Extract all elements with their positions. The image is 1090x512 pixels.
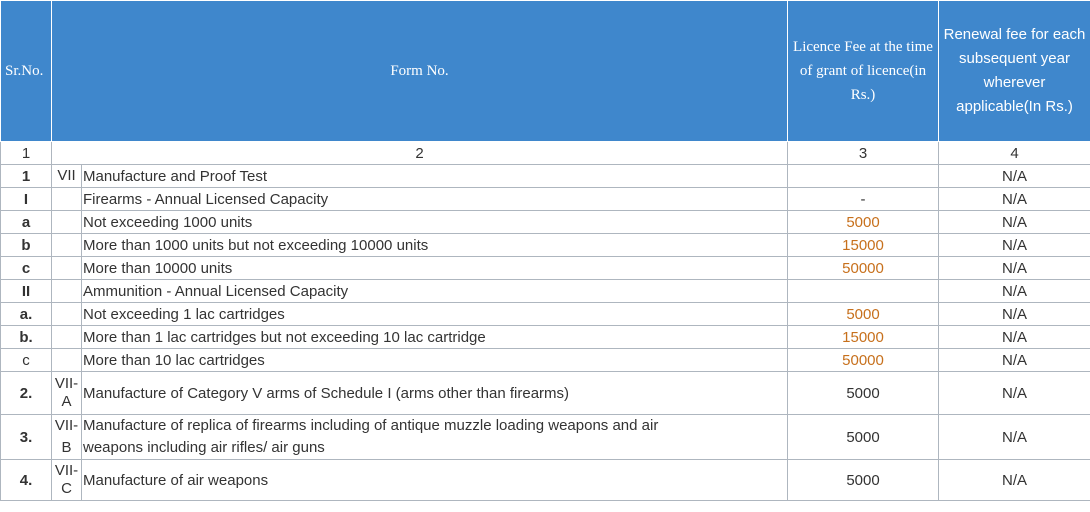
row-description	[82, 415, 788, 460]
row-form-no-line2: A	[61, 393, 72, 410]
header-form-no: Form No.	[52, 1, 788, 142]
row-description: Manufacture of air weapons	[82, 460, 788, 501]
row-form-no-line2: C	[61, 480, 72, 497]
row-form-no	[52, 211, 82, 234]
header-sr-no: Sr.No.	[1, 1, 52, 142]
row-licence-fee: 5000	[788, 415, 939, 460]
row-licence-fee: 5000	[788, 372, 939, 415]
table-row	[1, 326, 1090, 349]
row-licence-fee: 50000	[788, 349, 939, 372]
table-row	[1, 211, 1090, 234]
row-sr-no: b.	[1, 326, 52, 349]
header-renewal-fee: Renewal fee for each subsequent year wherever applicable(In Rs.)	[939, 1, 1090, 142]
row-sr-no: 3.	[1, 415, 52, 460]
row-description: More than 10000 units	[82, 257, 788, 280]
row-form-no	[52, 303, 82, 326]
row-form-no	[52, 326, 82, 349]
column-number-row	[1, 142, 1090, 165]
column-number-1: 1	[1, 142, 52, 165]
row-form-no	[52, 257, 82, 280]
row-description: More than 10 lac cartridges	[82, 349, 788, 372]
table-row	[1, 280, 1090, 303]
row-renewal-fee: N/A	[939, 303, 1090, 326]
row-sr-no: 1	[1, 165, 52, 188]
row-renewal-fee: N/A	[939, 165, 1090, 188]
row-description-line1: Manufacture of replica of firearms including of antique muzzle loading weapons and air	[83, 417, 659, 434]
row-description: Not exceeding 1 lac cartridges	[82, 303, 788, 326]
row-description: Firearms - Annual Licensed Capacity	[82, 188, 788, 211]
row-sr-no: c	[1, 349, 52, 372]
row-licence-fee: 15000	[788, 234, 939, 257]
row-sr-no: 2.	[1, 372, 52, 415]
row-form-no-line1: VII-	[54, 462, 79, 479]
row-sr-no: c	[1, 257, 52, 280]
row-form-no-line1: VII-	[54, 375, 79, 392]
column-number-4: 4	[939, 142, 1090, 165]
row-licence-fee	[788, 165, 939, 188]
row-sr-no: a	[1, 211, 52, 234]
row-sr-no: 4.	[1, 460, 52, 501]
row-licence-fee: 50000	[788, 257, 939, 280]
row-form-no-line2: B	[61, 439, 72, 456]
row-form-no	[52, 280, 82, 303]
row-renewal-fee: N/A	[939, 257, 1090, 280]
header-licence-fee: Licence Fee at the time of grant of licence(in Rs.)	[788, 1, 939, 142]
row-description: Not exceeding 1000 units	[82, 211, 788, 234]
row-renewal-fee: N/A	[939, 326, 1090, 349]
row-form-no	[52, 372, 82, 415]
column-number-2: 2	[52, 142, 788, 165]
row-sr-no: I	[1, 188, 52, 211]
row-form-no: VII	[52, 165, 82, 188]
table-row	[1, 188, 1090, 211]
row-form-no	[52, 234, 82, 257]
row-description: More than 1000 units but not exceeding 10000 units	[82, 234, 788, 257]
row-form-no	[52, 415, 82, 460]
row-form-no	[52, 460, 82, 501]
row-form-no	[52, 349, 82, 372]
header-row	[1, 1, 1090, 142]
row-licence-fee: 5000	[788, 211, 939, 234]
row-description: Manufacture of Category V arms of Schedule I (arms other than firearms)	[82, 372, 788, 415]
row-form-no-line1: VII-	[54, 417, 79, 434]
table-row	[1, 349, 1090, 372]
row-licence-fee: 5000	[788, 303, 939, 326]
row-description: Ammunition - Annual Licensed Capacity	[82, 280, 788, 303]
row-renewal-fee: N/A	[939, 415, 1090, 460]
row-sr-no: b	[1, 234, 52, 257]
row-licence-fee	[788, 280, 939, 303]
row-renewal-fee: N/A	[939, 280, 1090, 303]
row-licence-fee: -	[788, 188, 939, 211]
table-row	[1, 234, 1090, 257]
row-renewal-fee: N/A	[939, 372, 1090, 415]
row-description: More than 1 lac cartridges but not exceeding 10 lac cartridge	[82, 326, 788, 349]
table-row	[1, 303, 1090, 326]
row-licence-fee: 5000	[788, 460, 939, 501]
table-row	[1, 372, 1090, 415]
column-number-3: 3	[788, 142, 939, 165]
row-description: Manufacture and Proof Test	[82, 165, 788, 188]
row-description-line2: weapons including air rifles/ air guns	[83, 439, 325, 456]
row-licence-fee: 15000	[788, 326, 939, 349]
row-sr-no: a.	[1, 303, 52, 326]
table-row	[1, 257, 1090, 280]
table-row	[1, 460, 1090, 501]
row-renewal-fee: N/A	[939, 460, 1090, 501]
table-row	[1, 165, 1090, 188]
row-renewal-fee: N/A	[939, 188, 1090, 211]
row-form-no	[52, 188, 82, 211]
row-renewal-fee: N/A	[939, 211, 1090, 234]
table-row	[1, 415, 1090, 460]
row-renewal-fee: N/A	[939, 349, 1090, 372]
row-renewal-fee: N/A	[939, 234, 1090, 257]
row-sr-no: II	[1, 280, 52, 303]
